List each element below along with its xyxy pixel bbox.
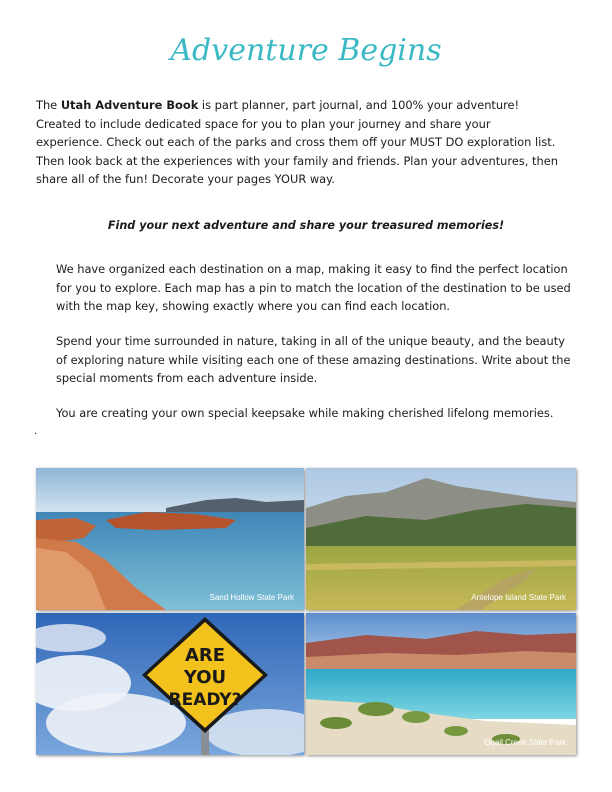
caption-sand-hollow: Sand Hollow State Park <box>209 593 294 602</box>
keepsake-paragraph: You are creating your own special keepsake while making cherished lifelong memories. <box>56 406 554 420</box>
quail-creek-image <box>306 613 576 755</box>
page-title <box>0 20 612 80</box>
intro-lead: The <box>36 98 61 112</box>
intro-book-name: Utah Adventure Book <box>60 98 199 112</box>
sign-line-3: READY? <box>168 690 242 710</box>
antelope-island-image <box>306 468 576 610</box>
intro-body: is part planner, part journal, and 100% your adventure! Created to include dedicated space for you to plan your journey and share your experience. Check out each of the parks and cross them off your MUST DO exploration list. Then look back at the experiences with your family and friends. Plan your adventures, then share all of the fun! Decorate your pages YOUR way. <box>36 98 558 187</box>
caption-antelope-island: Antelope Island State Park <box>471 593 566 602</box>
photo-gallery <box>36 468 576 755</box>
intro-paragraph <box>36 96 560 189</box>
sign-line-2: YOU <box>183 667 227 688</box>
photo-are-you-ready <box>36 613 304 755</box>
ready-sign-image <box>36 613 304 755</box>
sand-hollow-image <box>36 468 304 610</box>
photo-antelope-island <box>306 468 576 610</box>
photo-quail-creek <box>306 613 576 755</box>
stray-period: . <box>34 426 38 437</box>
nature-paragraph: Spend your time surrounded in nature, taking in all of the unique beauty, and the beauty of exploring nature while visiting each one of these amazing destinations. Write about the special moments from each adventure inside. <box>56 334 571 386</box>
map-paragraph: We have organized each destination on a map, making it easy to find the perfect location for you to explore. Each map has a pin to match the location of the destination to be used with the map key, showing exactly where you can find each location. <box>56 262 571 314</box>
caption-quail-creek: Quail Creek State Park <box>484 738 566 747</box>
title-script-graphic <box>156 20 456 80</box>
title-text: Adventure Begins <box>170 33 442 68</box>
sign-line-1: ARE <box>184 645 226 666</box>
photo-sand-hollow <box>36 468 304 610</box>
tagline: Find your next adventure and share your treasured memories! <box>107 219 505 232</box>
